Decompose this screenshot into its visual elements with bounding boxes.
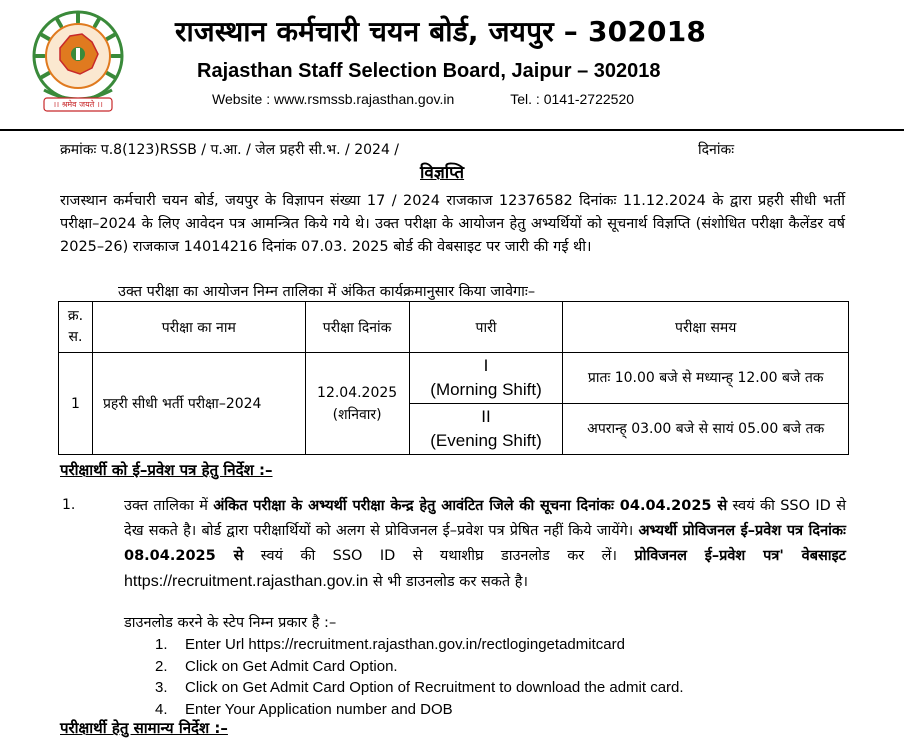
header-shift: पारी <box>409 302 563 353</box>
shift-evening-name: (Evening Shift) <box>430 431 542 450</box>
admit-card-website-label: प्रोविजनल ई–प्रवेश पत्र' वेबसाइट <box>634 548 846 564</box>
reference-number: क्रमांकः प.8(123)RSSB / प.आ. / जेल प्रहरी सी.भ. / 2024 / <box>60 142 400 158</box>
instruction-number: 1. <box>62 497 76 513</box>
exam-schedule-table <box>58 301 849 455</box>
header-serial: क्र. स. <box>59 302 93 353</box>
admit-card-instruction: उक्त तालिका में अंकित परीक्षा के अभ्यर्थी परीक्षा केन्द्र हेतु आवंटित जिले की सूचना दिनांकः 04.04.2025 से स्वयं की SSO ID से देख सकते है। बोर्ड द्वारा परीक्षार्थियों को अलग से प्रोविजनल ई–प्रवेश पत्र प्रेषित नहीं किये जायेंगे। अभ्यर्थी प्रोविजनल ई–प्रवेश पत्र दिनांकः 08.04.2025 से स्वयं की SSO ID से यथाशीघ्र डाउनलोड कर लें। प्रोविजनल ई–प्रवेश पत्र' वेबसाइट https://recruitment.rajasthan.gov.in से भी डाउनलोड कर सकते है। <box>124 498 847 590</box>
table-row <box>59 353 849 404</box>
contact-line <box>212 91 634 107</box>
header-exam-name: परीक्षा का नाम <box>92 302 305 353</box>
intro-paragraph: राजस्थान कर्मचारी चयन बोर्ड, जयपुर के विज्ञापन संख्या 17 / 2024 राजकाज 12376582 दिनांकः 11.12.2024 के द्वारा प्रहरी सीधी भर्ती परीक्षा–2024 के लिए आवेदन पत्र आमन्त्रित किये गये थे। उक्त परीक्षा के आयोजन हेतु अभ्यर्थियों को सूचनार्थ विज्ञप्ति (संशोधित परीक्षा कैलेंडर वर्ष 2025–26) राजकाज 14014216 दिनांक 07.03. 2025 बोर्ड की वेबसाइट पर जारी की गई थी। <box>60 193 845 255</box>
board-title-hindi: राजस्थान कर्मचारी चयन बोर्ड, जयपुर – 302018 <box>175 15 707 48</box>
table-header-row <box>59 302 849 353</box>
shift-morning-numeral: I <box>483 356 489 375</box>
admit-card-date: अभ्यर्थी प्रोविजनल ई–प्रवेश पत्र दिनांकः 08.04.2025 से <box>124 523 846 564</box>
shift-morning-time: प्रातः 10.00 बजे से मध्यान्ह् 12.00 बजे तक <box>563 353 849 404</box>
website-text[interactable]: Website : www.rsmssb.rajasthan.gov.in <box>212 91 455 107</box>
list-item: 2. Click on Get Admit Card Option. <box>155 657 398 675</box>
header-divider <box>0 129 904 131</box>
list-item: 3. Click on Get Admit Card Option of Recruitment to download the admit card. <box>155 679 684 696</box>
shift-evening-time: अपरान्ह् 03.00 बजे से सायं 05.00 बजे तक <box>563 404 849 455</box>
row-exam-name: प्रहरी सीधी भर्ती परीक्षा–2024 <box>92 353 305 455</box>
district-info-date: अंकित परीक्षा के अभ्यर्थी परीक्षा केन्द्र हेतु आवंटित जिले की सूचना दिनांकः 04.04.2025 से <box>213 498 728 514</box>
exam-date-value: 12.04.2025 <box>317 384 398 401</box>
shift-evening-numeral: II <box>481 407 491 426</box>
recruitment-url[interactable]: https://recruitment.rajasthan.gov.in <box>124 573 369 590</box>
header-exam-date: परीक्षा दिनांक <box>305 302 409 353</box>
telephone-text: Tel. : 0141-2722520 <box>510 91 635 107</box>
schedule-intro: उक्त परीक्षा का आयोजन निम्न तालिका में अंकित कार्यक्रमानुसार किया जावेगाः– <box>118 284 536 300</box>
list-item: 1. Enter Url https://recruitment.rajasthan.gov.in/rectlogingetadmitcard <box>155 636 625 653</box>
shift-evening <box>409 404 563 455</box>
row-serial: 1 <box>59 353 93 455</box>
board-title-english: Rajasthan Staff Selection Board, Jaipur – 302018 <box>197 60 661 82</box>
admit-card-heading: परीक्षार्थी को ई–प्रवेश पत्र हेतु निर्देश :– <box>60 461 273 479</box>
row-exam-date <box>305 353 409 455</box>
header-exam-time: परीक्षा समय <box>563 302 849 353</box>
logo-motto: ।। श्रमेव जयते ।। <box>53 100 103 109</box>
download-steps-list <box>155 634 684 720</box>
notice-title: विज्ञप्ति <box>420 163 465 183</box>
list-item: 4. Enter Your Application number and DOB <box>155 700 453 718</box>
reference-date-label: दिनांकः <box>698 142 735 158</box>
steps-intro: डाउनलोड करने के स्टेप निम्न प्रकार है :– <box>124 615 337 631</box>
shift-morning <box>409 353 563 404</box>
general-instructions-heading: परीक्षार्थी हेतु सामान्य निर्देश :– <box>60 719 228 737</box>
shift-morning-name: (Morning Shift) <box>430 380 542 399</box>
exam-day-value: (शनिवार) <box>332 406 382 423</box>
rsmssb-logo <box>30 8 126 114</box>
